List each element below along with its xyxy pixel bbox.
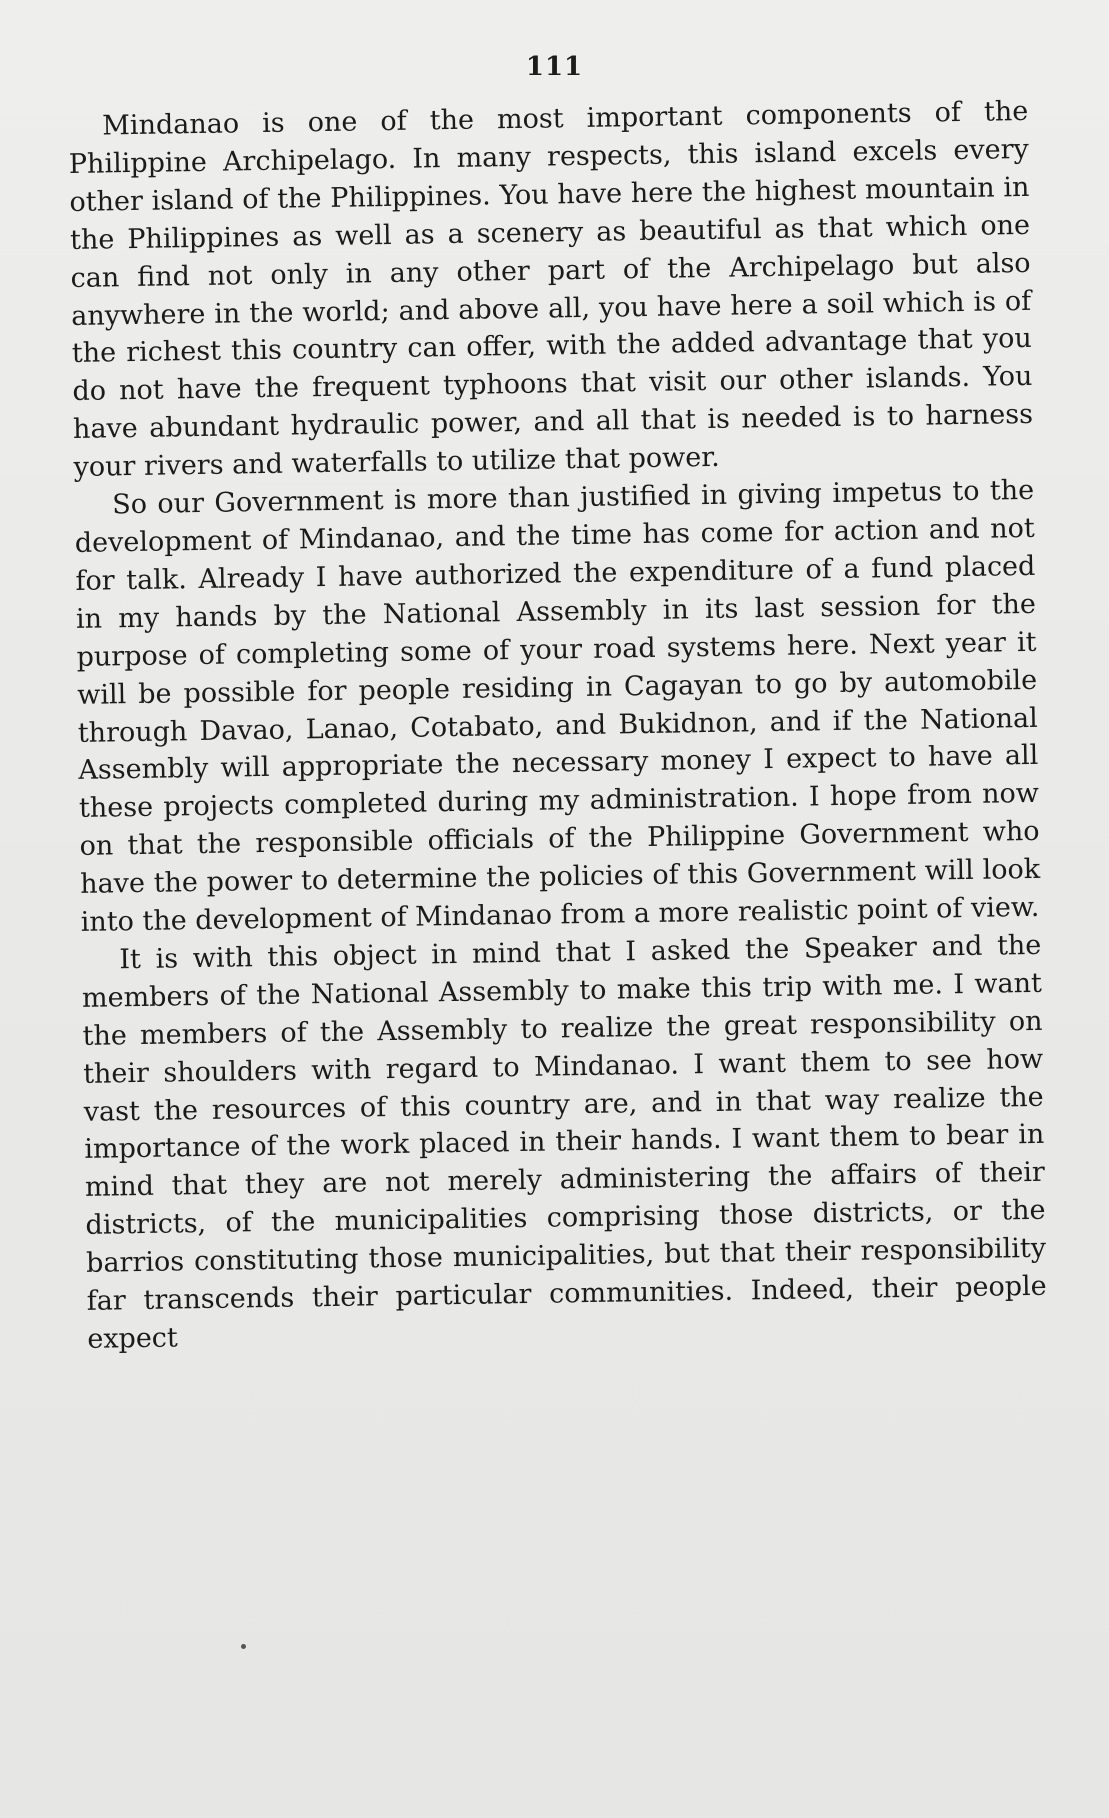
ink-speck <box>241 1644 246 1649</box>
page-number: 111 <box>525 52 584 82</box>
paragraph-1: Mindanao is one of the most important components of the Philippine Archipelago. In many respects, this island excels every other island of the Philippines. You have here the highest mountain in the Philippines as well as a scenery as beautiful as that which one can find not only in any other part of the Archipelago but also anywhere in the world; and above all, you have here a soil which is of the richest this country can offer, with the added advantage that you do not have the frequent typhoons that visit our other islands. You have abundant hydraulic power, and all that is needed is to harness your rivers and waterfalls to utilize that power. <box>68 95 1034 484</box>
body-text <box>68 93 1048 1359</box>
paragraph-3: It is with this object in mind that I asked the Speaker and the members of the National Assembly to make this trip with me. I want the members of the Assembly to realize the great responsibility on their shoulders with regard to Mindanao. I want them to see how vast the resources of this country are, and in that way realize the importance of the work placed in their hands. I want them to bear in mind that they are not merely administering the affairs of their districts, of the municipalities comprising those districts, or the barrios constituting those municipalities, but that their responsibility far transcends their particular communities. Indeed, their people expect <box>81 929 1047 1355</box>
paragraph-2: So our Government is more than justified in giving impetus to the development of Mindanao, and the time has come for action and not for talk. Already I have authorized the expenditure of a fund placed in my hands by the National Assembly in its last session for the purpose of completing some of your road systems here. Next year it will be possible for people residing in Cagayan to go by automobile through Davao, Lanao, Cotabato, and Bukidnon, and if the National Assembly will appropriate the necessary money I expect to have all these projects completed during my administration. I hope from now on that the responsible officials of the Philippine Government who have the power to determine the policies of this Government will look into the development of Mindanao from a more realistic point of view. <box>74 474 1041 938</box>
